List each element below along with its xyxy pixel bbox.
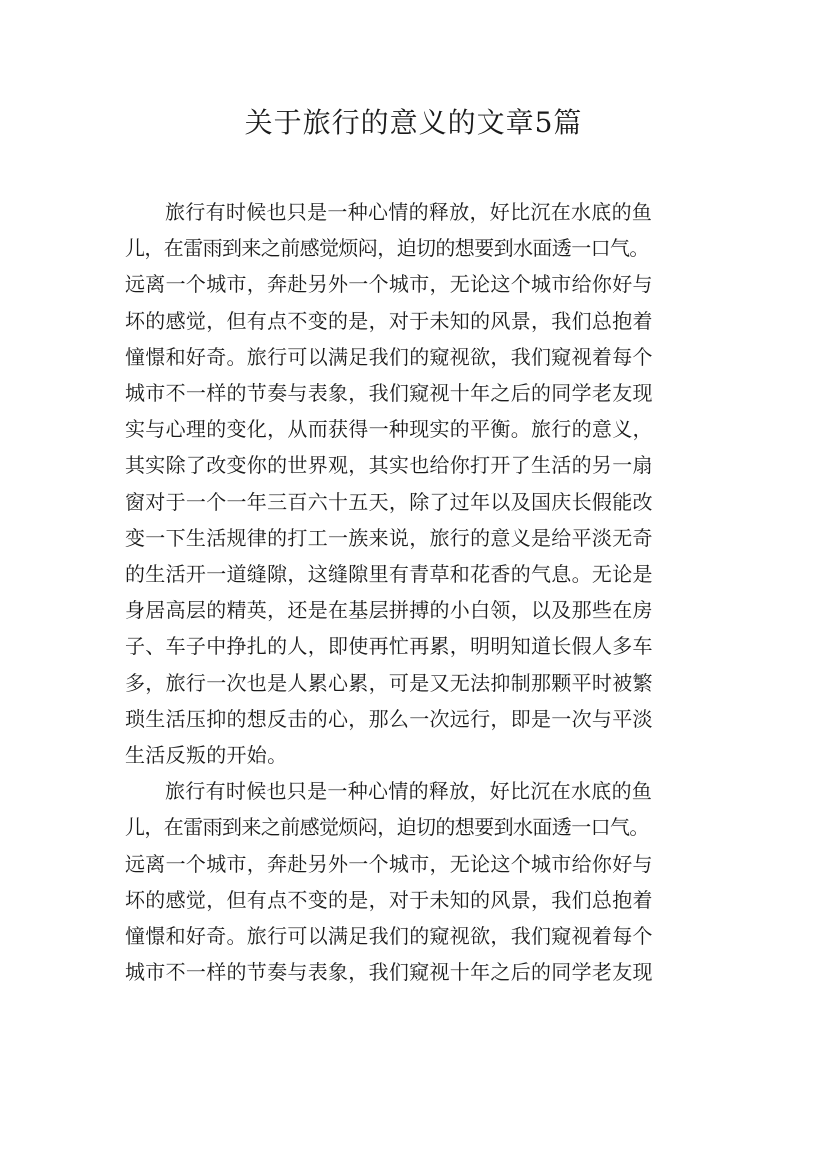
text-line: 坏的感觉，但有点不变的是，对于未知的风景，我们总抱着 <box>125 887 653 912</box>
text-line: 儿，在雷雨到来之前感觉烦闷，迫切的想要到水面透一口气。 <box>125 236 649 261</box>
text-line: 实与心理的变化，从而获得一种现实的平衡。旅行的意义， <box>125 417 653 442</box>
paragraph-2 <box>125 773 710 990</box>
text-line: 身居高层的精英，还是在基层拼搏的小白领，以及那些在房 <box>125 598 653 623</box>
text-line: 变一下生活规律的打工一族来说，旅行的意义是给平淡无奇 <box>125 525 653 550</box>
text-line: 生活反叛的开始。 <box>125 743 288 768</box>
text-line: 子、车子中挣扎的人，即使再忙再累，明明知道长假人多车 <box>125 634 653 659</box>
text-line: 的生活开一道缝隙，这缝隙里有青草和花香的气息。无论是 <box>125 562 653 587</box>
text-line: 旅行有时候也只是一种心情的释放，好比沉在水底的鱼 <box>165 200 653 224</box>
text-line: 憧憬和好奇。旅行可以满足我们的窥视欲，我们窥视着每个 <box>125 344 653 369</box>
text-line: 多，旅行一次也是人累心累，可是又无法抑制那颗平时被繁 <box>125 670 653 695</box>
document-body <box>125 194 710 990</box>
paragraph-1 <box>125 194 710 773</box>
text-line: 憧憬和好奇。旅行可以满足我们的窥视欲，我们窥视着每个 <box>125 924 653 949</box>
text-line: 儿，在雷雨到来之前感觉烦闷，迫切的想要到水面透一口气。 <box>125 815 649 840</box>
text-line: 其实除了改变你的世界观，其实也给你打开了生活的另一扇 <box>125 453 653 478</box>
text-line: 城市不一样的节奏与表象，我们窥视十年之后的同学老友现 <box>125 960 653 985</box>
text-line: 城市不一样的节奏与表象，我们窥视十年之后的同学老友现 <box>125 381 653 406</box>
text-line: 琐生活压抑的想反击的心，那么一次远行，即是一次与平淡 <box>125 706 653 731</box>
text-line: 窗对于一个一年三百六十五天，除了过年以及国庆长假能改 <box>125 489 653 514</box>
text-line: 坏的感觉，但有点不变的是，对于未知的风景，我们总抱着 <box>125 308 653 333</box>
document-title: 关于旅行的意义的文章5篇 <box>244 106 583 139</box>
text-line: 远离一个城市，奔赴另外一个城市，无论这个城市给你好与 <box>125 851 653 876</box>
text-line: 旅行有时候也只是一种心情的释放，好比沉在水底的鱼 <box>165 779 653 804</box>
text-line: 远离一个城市，奔赴另外一个城市，无论这个城市给你好与 <box>125 272 653 297</box>
